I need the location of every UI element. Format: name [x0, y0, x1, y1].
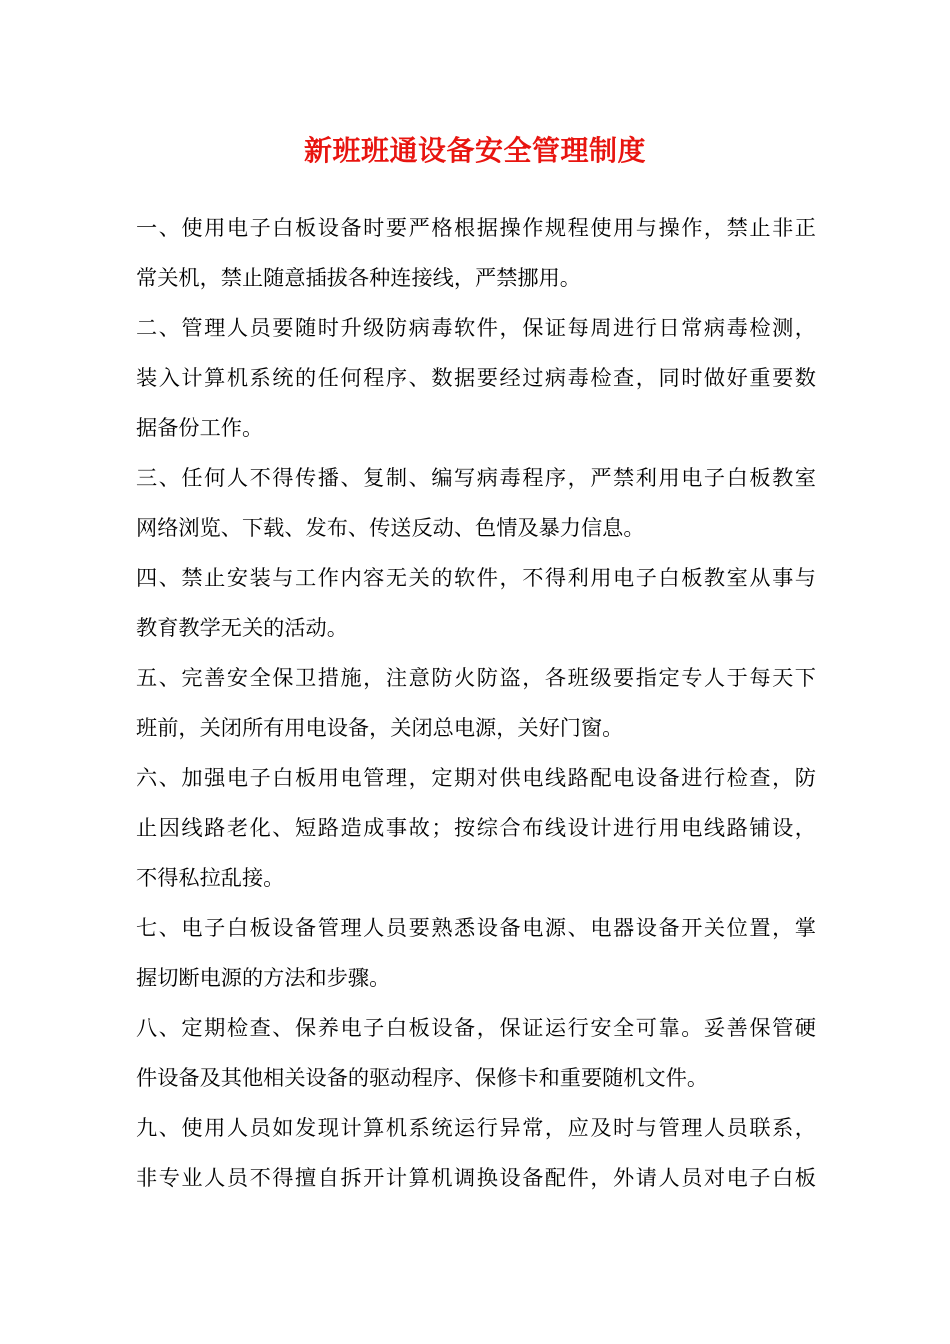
document-title: 新班班通设备安全管理制度	[303, 134, 646, 167]
paragraph-1	[136, 203, 816, 303]
paragraph-line: 八、定期检查、保养电子白板设备，保证运行安全可靠。妥善保管硬	[136, 1015, 816, 1040]
paragraph-line: 三、任何人不得传播、复制、编写病毒程序，严禁利用电子白板教室	[136, 465, 816, 490]
paragraph-line: 九、使用人员如发现计算机系统运行异常，应及时与管理人员联系，	[136, 1115, 816, 1140]
paragraph-line: 班前，关闭所有用电设备，关闭总电源，关好门窗。	[136, 715, 624, 740]
paragraph-line: 装入计算机系统的任何程序、数据要经过病毒检查，同时做好重要数	[136, 365, 816, 390]
paragraph-line: 握切断电源的方法和步骤。	[136, 965, 391, 990]
paragraph-line: 二、管理人员要随时升级防病毒软件，保证每周进行日常病毒检测，	[136, 315, 816, 340]
paragraph-line: 非专业人员不得擅自拆开计算机调换设备配件，外请人员对电子白板	[136, 1165, 816, 1190]
document-body	[136, 203, 816, 1203]
paragraph-8	[136, 1003, 816, 1103]
paragraph-line: 件设备及其他相关设备的驱动程序、保修卡和重要随机文件。	[136, 1065, 709, 1090]
paragraph-2	[136, 303, 816, 453]
paragraph-line: 常关机，禁止随意插拔各种连接线，严禁挪用。	[136, 265, 581, 290]
paragraph-line: 五、完善安全保卫措施，注意防火防盗，各班级要指定专人于每天下	[136, 665, 816, 690]
paragraph-5	[136, 653, 816, 753]
paragraph-line: 四、禁止安装与工作内容无关的软件，不得利用电子白板教室从事与	[136, 565, 816, 590]
paragraph-line: 六、加强电子白板用电管理，定期对供电线路配电设备进行检查，防	[136, 765, 816, 790]
paragraph-3	[136, 453, 816, 553]
paragraph-9	[136, 1103, 816, 1203]
paragraph-line: 教育教学无关的活动。	[136, 615, 348, 640]
paragraph-4	[136, 553, 816, 653]
paragraph-line: 一、使用电子白板设备时要严格根据操作规程使用与操作，禁止非正	[136, 215, 816, 240]
paragraph-line: 七、电子白板设备管理人员要熟悉设备电源、电器设备开关位置，掌	[136, 915, 816, 940]
paragraph-7	[136, 903, 816, 1003]
paragraph-6	[136, 753, 816, 903]
paragraph-line: 据备份工作。	[136, 415, 264, 440]
paragraph-line: 止因线路老化、短路造成事故；按综合布线设计进行用电线路铺设，	[136, 815, 816, 840]
paragraph-line: 网络浏览、下载、发布、传送反动、色情及暴力信息。	[136, 515, 645, 540]
paragraph-line: 不得私拉乱接。	[136, 865, 285, 890]
